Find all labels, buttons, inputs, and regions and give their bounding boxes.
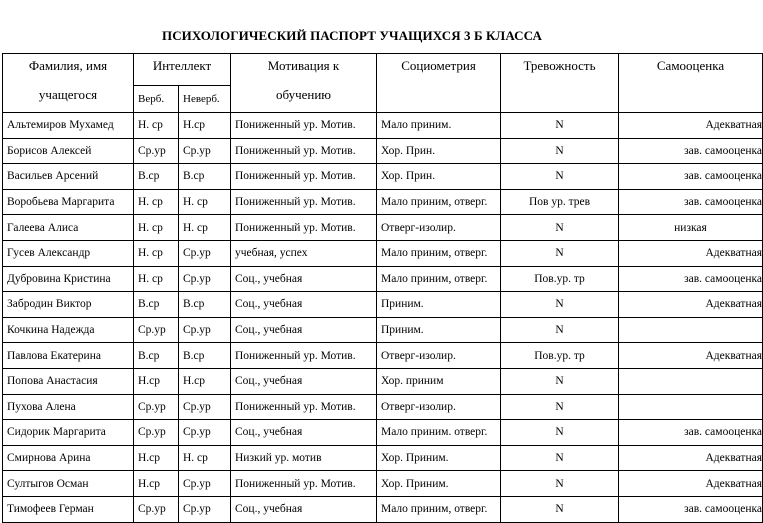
cell-sociometry: Мало приним.: [377, 113, 501, 139]
cell-sociometry: Хор. приним: [377, 368, 501, 394]
header-verbal: Верб.: [134, 86, 179, 113]
cell-name: Кочкина Надежда: [3, 317, 134, 343]
cell-name: Пухова Алена: [3, 394, 134, 420]
cell-nonverbal: Ср.ур: [179, 317, 231, 343]
cell-motivation: Соц., учебная: [231, 496, 377, 522]
header-row-1: [3, 54, 763, 86]
cell-verbal: Ср.ур: [134, 496, 179, 522]
header-motivation-line2: обучению: [275, 87, 332, 102]
table-row: [3, 445, 763, 471]
cell-nonverbal: Н. ср: [179, 445, 231, 471]
cell-nonverbal: Ср.ур: [179, 266, 231, 292]
cell-motivation: Соц., учебная: [231, 266, 377, 292]
cell-motivation: Низкий ур. мотив: [231, 445, 377, 471]
cell-anxiety: N: [501, 317, 619, 343]
cell-verbal: Н. ср: [134, 113, 179, 139]
cell-sociometry: Мало приним, отверг.: [377, 189, 501, 215]
table-row: [3, 343, 763, 369]
table-row: [3, 368, 763, 394]
table-row: [3, 164, 763, 190]
cell-name: Воробьева Маргарита: [3, 189, 134, 215]
cell-nonverbal: Ср.ур: [179, 471, 231, 497]
cell-nonverbal: Ср.ур: [179, 240, 231, 266]
table-row: [3, 420, 763, 446]
cell-name: Смирнова Арина: [3, 445, 134, 471]
cell-sociometry: Мало приним. отверг.: [377, 420, 501, 446]
page-title: ПСИХОЛОГИЧЕСКИЙ ПАСПОРТ УЧАЩИХСЯ 3 Б КЛАССА: [161, 28, 542, 43]
cell-name: Васильев Арсений: [3, 164, 134, 190]
cell-sociometry: Приним.: [377, 292, 501, 318]
cell-anxiety: N: [501, 471, 619, 497]
cell-anxiety: N: [501, 394, 619, 420]
header-self-esteem-label: Самооценка: [656, 58, 725, 73]
cell-self-esteem: зав. самооценка: [619, 164, 763, 190]
cell-anxiety: Пов ур. трев: [501, 189, 619, 215]
cell-motivation: Соц., учебная: [231, 317, 377, 343]
header-self-esteem: [619, 54, 763, 113]
cell-nonverbal: В.ср: [179, 343, 231, 369]
cell-verbal: Н.ср: [134, 471, 179, 497]
header-sociometry-label: Социометрия: [401, 58, 476, 73]
cell-verbal: Н.ср: [134, 368, 179, 394]
table-row: [3, 189, 763, 215]
cell-name: Попова Анастасия: [3, 368, 134, 394]
header-name-line2: учащегося: [38, 87, 98, 102]
cell-motivation: Пониженный ур. Мотив.: [231, 343, 377, 369]
cell-motivation: Пониженный ур. Мотив.: [231, 189, 377, 215]
cell-verbal: Ср.ур: [134, 394, 179, 420]
cell-self-esteem: [619, 394, 763, 420]
cell-anxiety: N: [501, 215, 619, 241]
cell-sociometry: Хор. Приним.: [377, 445, 501, 471]
header-name-line1: Фамилия, имя: [28, 58, 108, 73]
cell-name: Павлова Екатерина: [3, 343, 134, 369]
cell-verbal: В.ср: [134, 164, 179, 190]
table-row: [3, 292, 763, 318]
cell-nonverbal: Н. ср: [179, 189, 231, 215]
cell-sociometry: Отверг-изолир.: [377, 394, 501, 420]
cell-verbal: Н. ср: [134, 266, 179, 292]
cell-sociometry: Мало приним, отверг.: [377, 266, 501, 292]
passport-table: [2, 53, 763, 523]
cell-nonverbal: Ср.ур: [179, 138, 231, 164]
cell-motivation: учебная, успех: [231, 240, 377, 266]
cell-anxiety: Пов.ур. тр: [501, 343, 619, 369]
cell-motivation: Пониженный ур. Мотив.: [231, 394, 377, 420]
cell-self-esteem: [619, 317, 763, 343]
cell-motivation: Пониженный ур. Мотив.: [231, 471, 377, 497]
header-anxiety: [501, 54, 619, 113]
cell-verbal: Н. ср: [134, 215, 179, 241]
table-row: [3, 317, 763, 343]
header-name: [3, 54, 134, 113]
cell-self-esteem: Адекватная: [619, 445, 763, 471]
cell-nonverbal: В.ср: [179, 164, 231, 190]
cell-nonverbal: Н.ср: [179, 113, 231, 139]
cell-verbal: Ср.ур: [134, 420, 179, 446]
cell-nonverbal: В.ср: [179, 292, 231, 318]
cell-verbal: В.ср: [134, 292, 179, 318]
cell-anxiety: N: [501, 496, 619, 522]
cell-verbal: Ср.ур: [134, 138, 179, 164]
header-sociometry: [377, 54, 501, 113]
table-row: [3, 113, 763, 139]
cell-self-esteem: Адекватная: [619, 343, 763, 369]
cell-name: Дубровина Кристина: [3, 266, 134, 292]
cell-nonverbal: Н.ср: [179, 368, 231, 394]
cell-nonverbal: Ср.ур: [179, 394, 231, 420]
cell-self-esteem: [619, 368, 763, 394]
cell-motivation: Соц., учебная: [231, 292, 377, 318]
cell-name: Сидорик Маргарита: [3, 420, 134, 446]
cell-anxiety: N: [501, 420, 619, 446]
cell-sociometry: Отверг-изолир.: [377, 215, 501, 241]
header-motivation-line1: Мотивация к: [267, 58, 340, 73]
cell-anxiety: N: [501, 138, 619, 164]
table-row: [3, 266, 763, 292]
cell-motivation: Соц., учебная: [231, 420, 377, 446]
cell-motivation: Пониженный ур. Мотив.: [231, 215, 377, 241]
cell-verbal: Н. ср: [134, 189, 179, 215]
cell-name: Борисов Алексей: [3, 138, 134, 164]
cell-sociometry: Хор. Приним.: [377, 471, 501, 497]
cell-motivation: Пониженный ур. Мотив.: [231, 138, 377, 164]
cell-self-esteem: Адекватная: [619, 113, 763, 139]
cell-anxiety: N: [501, 445, 619, 471]
cell-anxiety: N: [501, 292, 619, 318]
cell-anxiety: N: [501, 368, 619, 394]
cell-anxiety: Пов.ур. тр: [501, 266, 619, 292]
cell-self-esteem: низкая: [619, 215, 763, 241]
cell-verbal: Ср.ур: [134, 317, 179, 343]
table-row: [3, 496, 763, 522]
cell-sociometry: Отверг-изолир.: [377, 343, 501, 369]
cell-name: Султыгов Осман: [3, 471, 134, 497]
cell-nonverbal: Ср.ур: [179, 420, 231, 446]
header-intellect: Интеллект: [134, 54, 231, 86]
table-row: [3, 394, 763, 420]
cell-motivation: Пониженный ур. Мотив.: [231, 164, 377, 190]
cell-sociometry: Приним.: [377, 317, 501, 343]
table-row: [3, 240, 763, 266]
cell-self-esteem: Адекватная: [619, 471, 763, 497]
cell-anxiety: N: [501, 240, 619, 266]
cell-self-esteem: зав. самооценка: [619, 138, 763, 164]
table-row: [3, 471, 763, 497]
cell-name: Гусев Александр: [3, 240, 134, 266]
cell-sociometry: Мало приним, отверг.: [377, 240, 501, 266]
cell-verbal: Н.ср: [134, 445, 179, 471]
table-row: [3, 138, 763, 164]
header-motivation: [231, 54, 377, 113]
cell-motivation: Соц., учебная: [231, 368, 377, 394]
header-nonverbal: Неверб.: [179, 86, 231, 113]
cell-nonverbal: Н. ср: [179, 215, 231, 241]
cell-name: Галеева Алиса: [3, 215, 134, 241]
cell-verbal: В.ср: [134, 343, 179, 369]
cell-sociometry: Хор. Прин.: [377, 164, 501, 190]
cell-self-esteem: зав. самооценка: [619, 496, 763, 522]
cell-name: Альтемиров Мухамед: [3, 113, 134, 139]
cell-motivation: Пониженный ур. Мотив.: [231, 113, 377, 139]
cell-self-esteem: зав. самооценка: [619, 189, 763, 215]
cell-self-esteem: зав. самооценка: [619, 420, 763, 446]
cell-nonverbal: Ср.ур: [179, 496, 231, 522]
cell-anxiety: N: [501, 164, 619, 190]
cell-verbal: Н. ср: [134, 240, 179, 266]
cell-sociometry: Мало приним, отверг.: [377, 496, 501, 522]
cell-self-esteem: зав. самооценка: [619, 266, 763, 292]
cell-name: Тимофеев Герман: [3, 496, 134, 522]
cell-self-esteem: Адекватная: [619, 292, 763, 318]
table-row: [3, 215, 763, 241]
cell-sociometry: Хор. Прин.: [377, 138, 501, 164]
cell-anxiety: N: [501, 113, 619, 139]
cell-self-esteem: Адекватная: [619, 240, 763, 266]
cell-name: Забродин Виктор: [3, 292, 134, 318]
header-anxiety-label: Тревожность: [523, 58, 596, 73]
